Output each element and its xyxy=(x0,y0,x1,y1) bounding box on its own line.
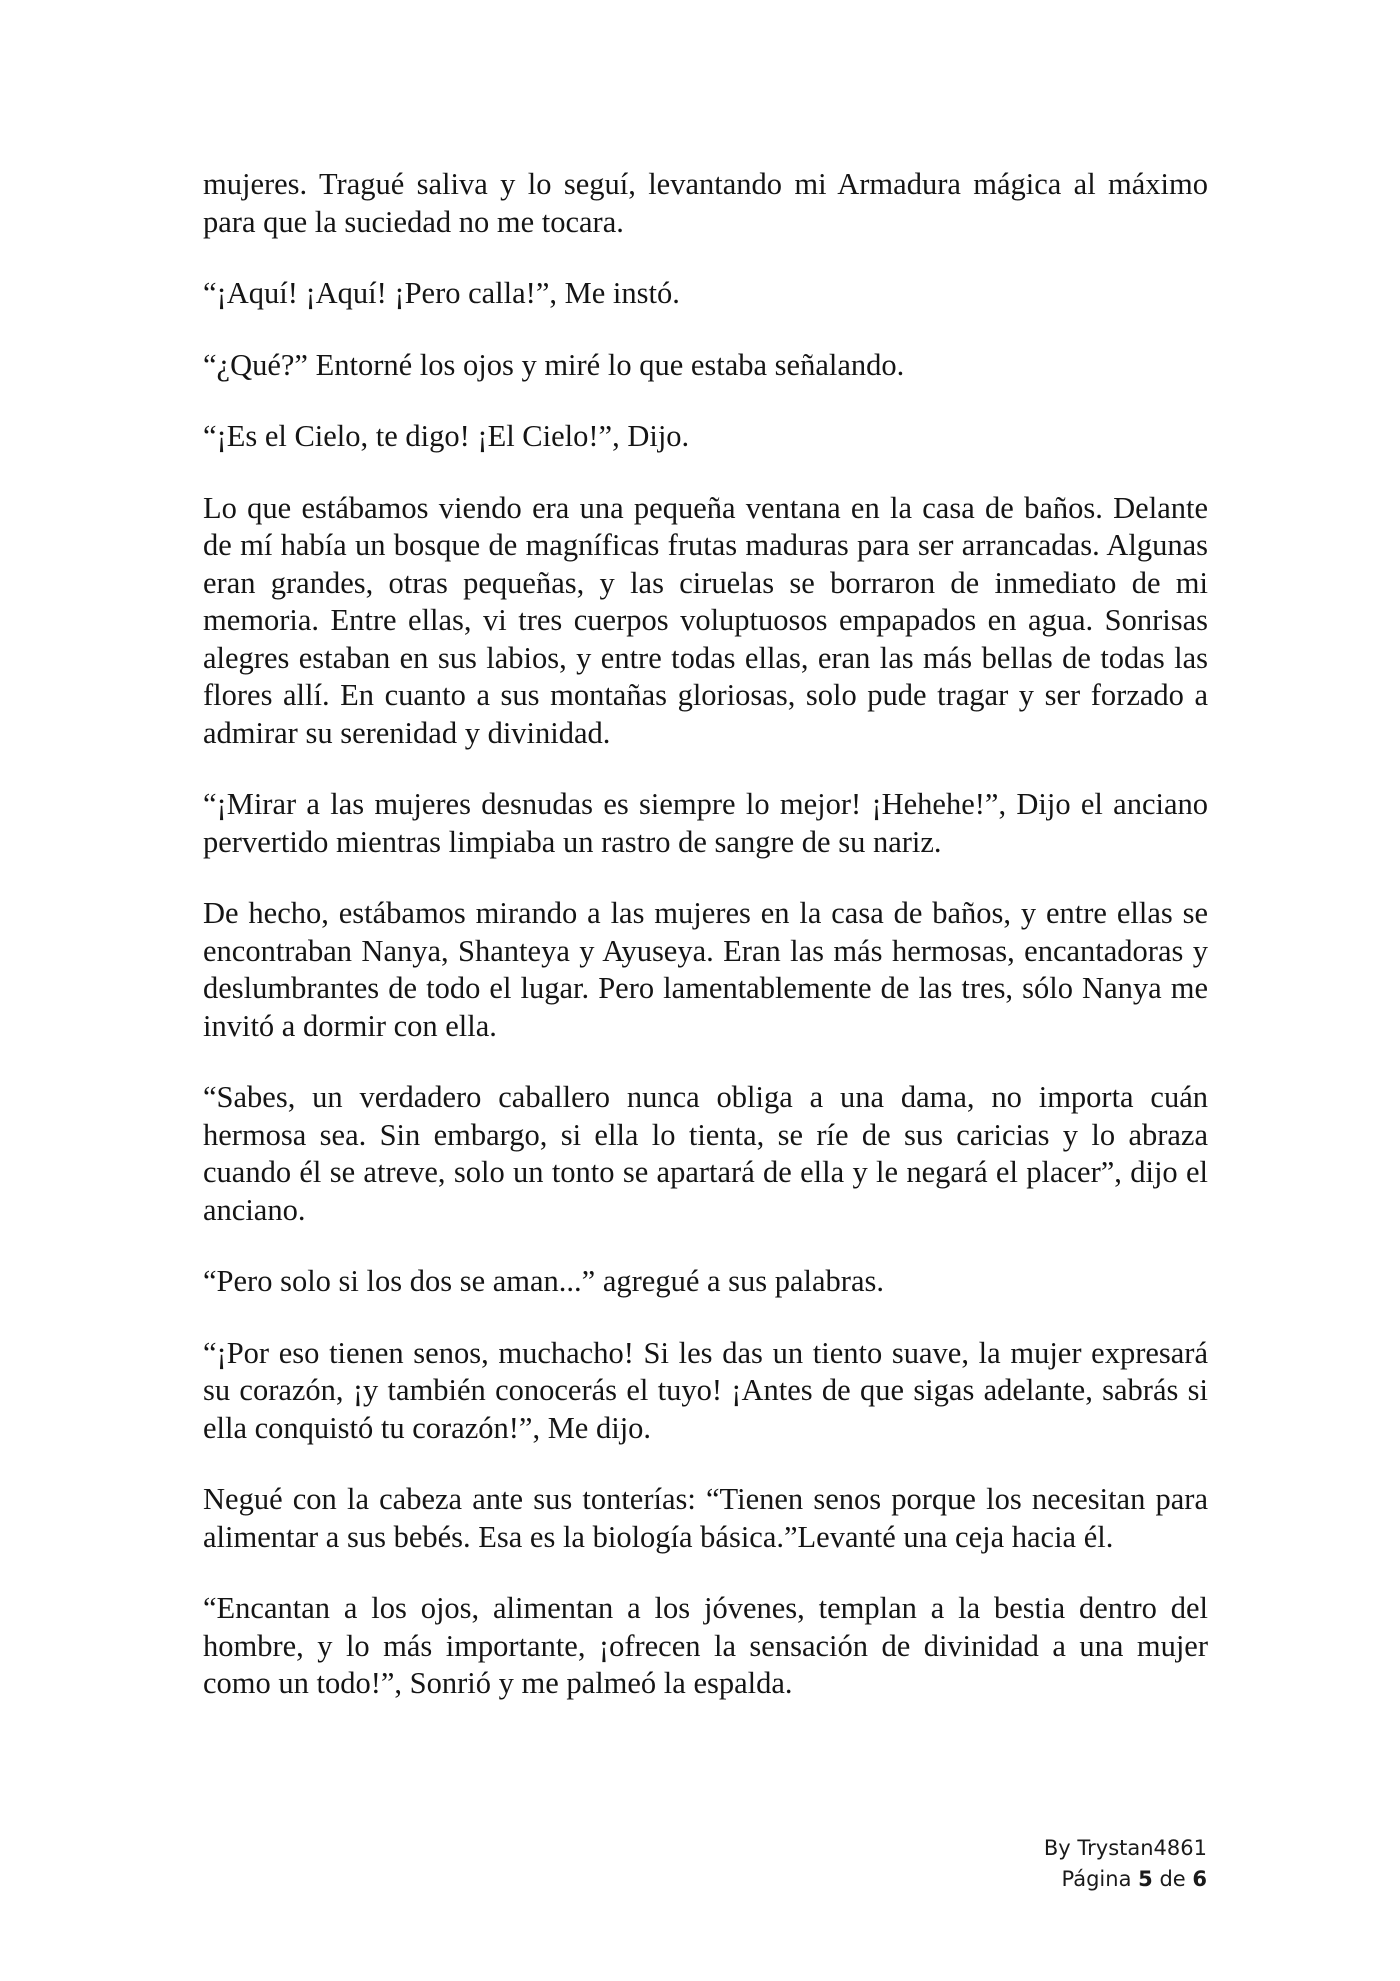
paragraph: “Sabes, un verdadero caballero nunca obliga a una dama, no importa cuán hermosa sea. Sin embargo, si ella lo tienta, se ríe de sus caricias y lo abraza cuando él se atreve, solo un tonto se apartará de ella y le negará el placer”, dijo el anciano. xyxy=(203,1080,1208,1227)
footer-page-label: Página xyxy=(1061,1867,1132,1891)
paragraph: “Pero solo si los dos se aman...” agregué a sus palabras. xyxy=(203,1264,884,1298)
paragraph: De hecho, estábamos mirando a las mujeres en la casa de baños, y entre ellas se encontraban Nanya, Shanteya y Ayuseya. Eran las más hermosas, encantadoras y deslumbrantes de todo el lugar. Pero lamentablemente de las tres, sólo Nanya me invitó a dormir con ella. xyxy=(203,896,1208,1043)
footer-page-number xyxy=(1044,1864,1207,1895)
paragraph: “¡Aquí! ¡Aquí! ¡Pero calla!”, Me instó. xyxy=(203,276,680,310)
footer-page-total: 6 xyxy=(1192,1867,1207,1891)
paragraph: “¡Es el Cielo, te digo! ¡El Cielo!”, Dijo. xyxy=(203,419,690,453)
paragraph: Negué con la cabeza ante sus tonterías: “Tienen senos porque los necesitan para alimentar a sus bebés. Esa es la biología básica.”Levanté una ceja hacia él. xyxy=(203,1482,1208,1554)
paragraph: mujeres. Tragué saliva y lo seguí, levantando mi Armadura mágica al máximo para que la suciedad no me tocara. xyxy=(203,167,1208,239)
footer-page-current: 5 xyxy=(1138,1867,1153,1891)
paragraph: Lo que estábamos viendo era una pequeña ventana en la casa de baños. Delante de mí había un bosque de magníficas frutas maduras para ser arrancadas. Algunas eran grandes, otras pequeñas, y las ciruelas se borraron de inmediato de mi memoria. Entre ellas, vi tres cuerpos voluptuosos empapados en agua. Sonrisas alegres estaban en sus labios, y entre todas ellas, eran las más bellas de todas las flores allí. En cuanto a sus montañas gloriosas, solo pude tragar y ser forzado a admirar su serenidad y divinidad. xyxy=(203,490,1208,750)
footer-page-of: de xyxy=(1159,1867,1186,1891)
paragraph: “Encantan a los ojos, alimentan a los jóvenes, templan a la bestia dentro del hombre, y lo más importante, ¡ofrecen la sensación de divinidad a una mujer como un todo!”, Sonrió y me palmeó la espalda. xyxy=(203,1591,1208,1700)
paragraph: “¿Qué?” Entorné los ojos y miré lo que estaba señalando. xyxy=(203,347,905,382)
paragraph: “¡Por eso tienen senos, muchacho! Si les das un tiento suave, la mujer expresará su corazón, ¡y también conocerás el tuyo! ¡Antes de que sigas adelante, sabrás si ella conquistó tu corazón!”, Me dijo. xyxy=(203,1335,1208,1445)
page-footer xyxy=(1044,1833,1207,1895)
document-body xyxy=(203,166,1208,1703)
footer-author: By Trystan4861 xyxy=(1043,1836,1207,1860)
paragraph: “¡Mirar a las mujeres desnudas es siempre lo mejor! ¡Hehehe!”, Dijo el anciano pervertido mientras limpiaba un rastro de sangre de su nariz. xyxy=(203,787,1208,859)
